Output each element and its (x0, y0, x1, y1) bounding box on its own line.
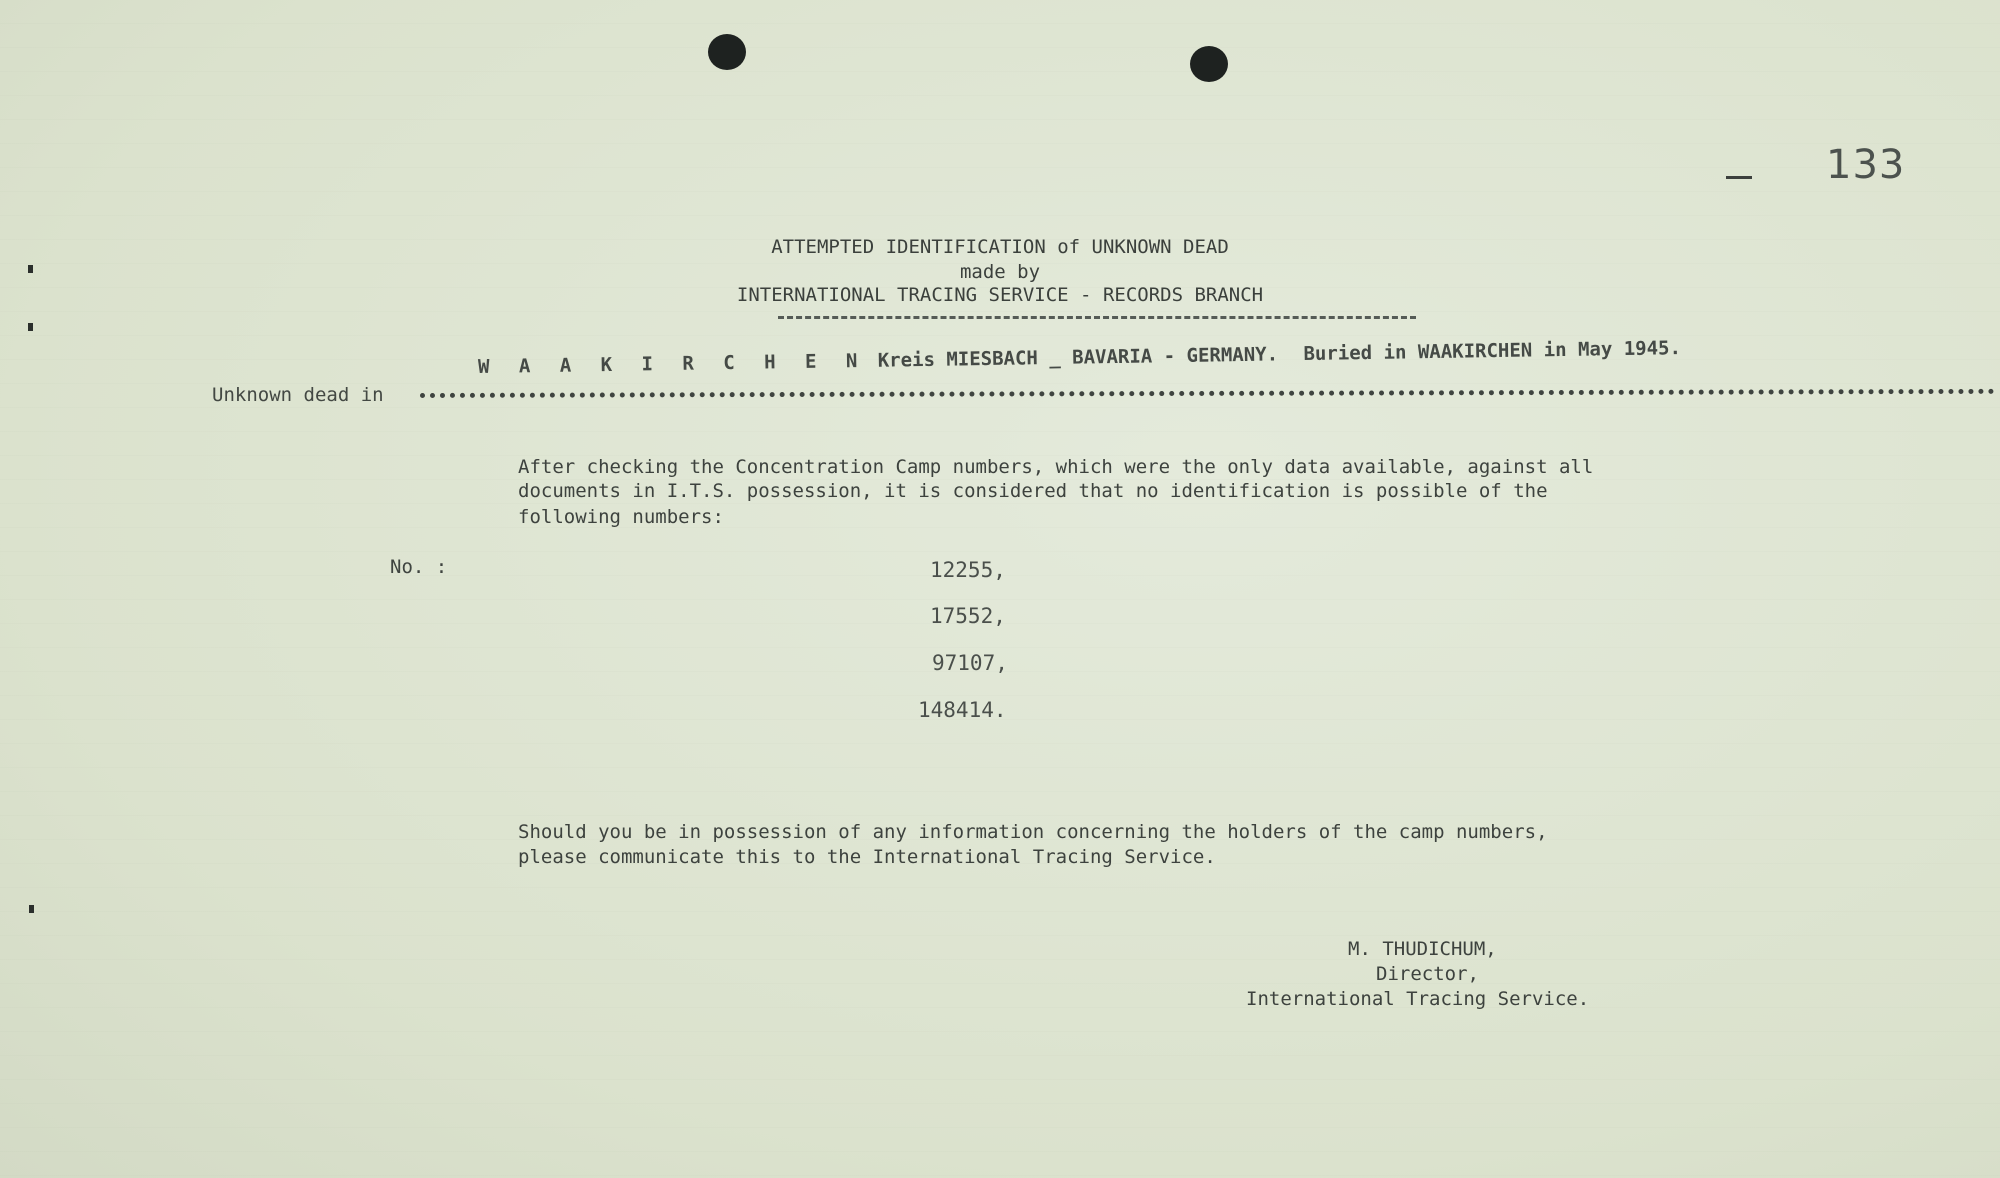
signatory-name: M. THUDICHUM, (1348, 938, 1497, 960)
camp-number: 148414. (918, 698, 1007, 722)
unknown-dead-label: Unknown dead in (212, 384, 384, 406)
fill-in-dotted-line (420, 389, 1995, 398)
paragraph-2-line-1: Should you be in possession of any information concerning the holders of the camp numbers, (518, 821, 1548, 843)
paragraph-1-line-2: documents in I.T.S. possession, it is considered that no identification is possible of the (518, 480, 1548, 502)
burial-info: Buried in WAAKIRCHEN in May 1945. (1303, 337, 1682, 366)
heading-underline (778, 316, 1416, 319)
heading-line-2: made by (959, 261, 1041, 283)
margin-mark (28, 323, 33, 331)
signatory-organization: International Tracing Service. (1246, 988, 1590, 1010)
paragraph-1-line-1: After checking the Concentration Camp numbers, which were the only data available, against all (518, 456, 1594, 478)
camp-number: 12255, (930, 558, 1006, 582)
punch-hole-right (1190, 46, 1228, 82)
page-number-dash (1726, 176, 1752, 179)
paragraph-2-line-2: please communicate this to the International Tracing Service. (518, 846, 1216, 868)
paragraph-1-line-3: following numbers: (518, 506, 724, 528)
numbers-label: No. : (390, 556, 448, 578)
signatory-title: Director, (1376, 963, 1479, 985)
location-district: Kreis MIESBACH _ BAVARIA - GERMANY. (877, 343, 1279, 372)
margin-mark (29, 905, 34, 913)
heading-line-1: ATTEMPTED IDENTIFICATION of UNKNOWN DEAD (771, 236, 1229, 258)
camp-number: 17552, (930, 604, 1006, 628)
heading-line-3: INTERNATIONAL TRACING SERVICE - RECORDS BRANCH (736, 284, 1264, 306)
camp-number: 97107, (932, 651, 1008, 675)
punch-hole-left (708, 34, 746, 70)
location-place: W A A K I R C H E N (477, 349, 867, 378)
page-number: 133 (1826, 142, 1906, 188)
location-line (478, 337, 1681, 378)
